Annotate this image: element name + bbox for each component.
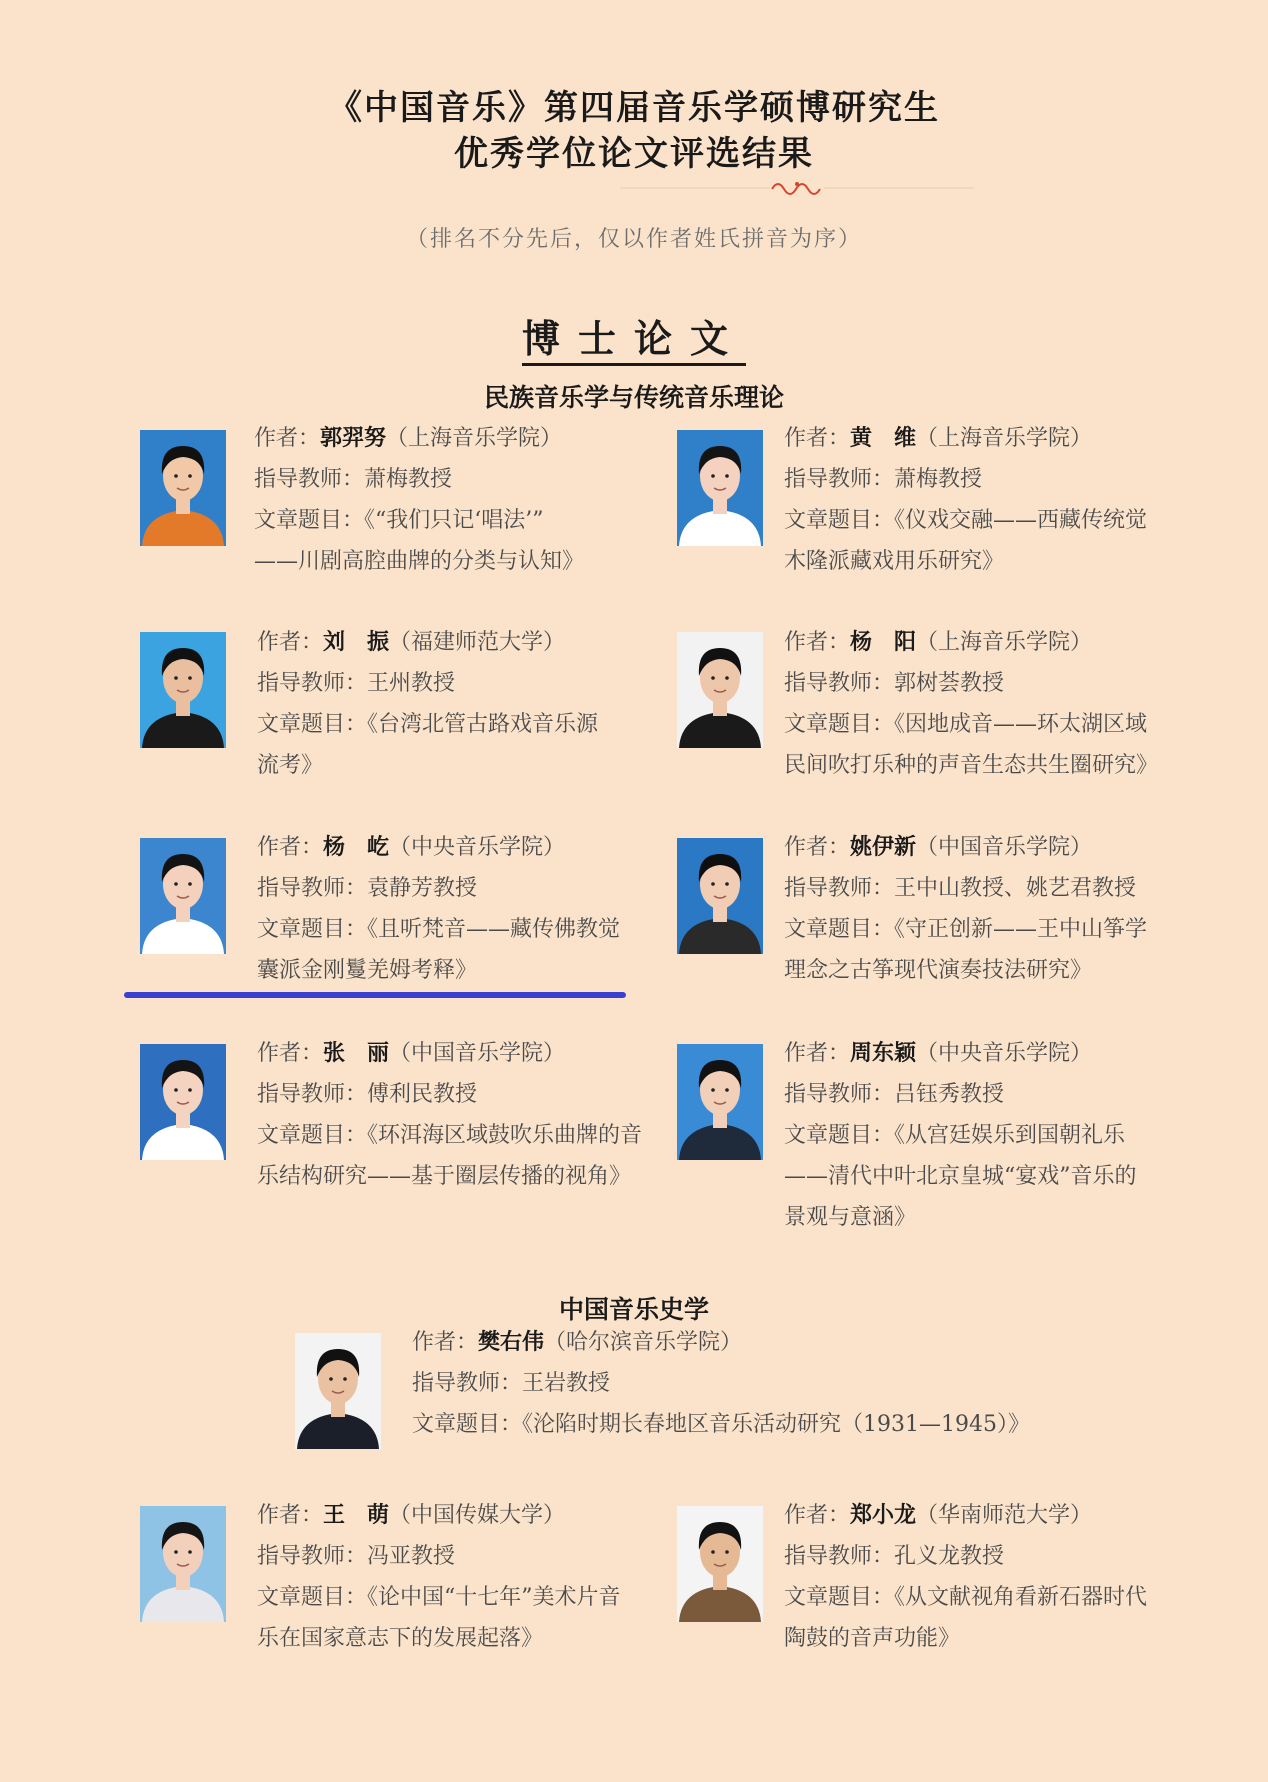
- author-photo-fan: [295, 1333, 381, 1449]
- advisor-label: 指导教师：: [257, 1544, 368, 1569]
- paper-title: 《仪戏交融——西藏传统觉: [894, 508, 1148, 533]
- page-title-line-1: 《中国音乐》第四届音乐学硕博研究生: [328, 88, 940, 128]
- paper-label: 文章题目：: [412, 1412, 523, 1437]
- author-photo-wang: [140, 1506, 226, 1622]
- author-photo-guo: [140, 430, 226, 546]
- paper-title: 《环洱海区域鼓吹乐曲牌的音: [367, 1123, 643, 1148]
- author-school: （哈尔滨音乐学院）: [544, 1330, 743, 1355]
- advisor-label: 指导教师：: [784, 876, 895, 901]
- paper-title-cont: 理念之古筝现代演奏技法研究》: [784, 958, 1093, 983]
- paper-label: 文章题目：: [257, 712, 368, 737]
- highlight-underline: [124, 992, 626, 998]
- author-name: 姚伊新: [850, 835, 917, 860]
- paper-label: 文章题目：: [257, 1585, 368, 1610]
- author-name: 黄 维: [850, 426, 917, 451]
- entry-zhang: [257, 1033, 642, 1197]
- advisor-label: 指导教师：: [412, 1371, 523, 1396]
- paper-title: 《台湾北管古路戏音乐源: [367, 712, 599, 737]
- paper-label: 文章题目：: [254, 508, 365, 533]
- author-name: 樊右伟: [478, 1330, 545, 1355]
- author-label: 作者：: [784, 1503, 851, 1528]
- advisor-label: 指导教师：: [257, 671, 368, 696]
- advisor-label: 指导教师：: [784, 671, 895, 696]
- author-photo-zheng: [677, 1506, 763, 1622]
- section-title: 博士论文: [0, 308, 1268, 363]
- author-school: （中国传媒大学）: [389, 1503, 566, 1528]
- author-label: 作者：: [412, 1330, 479, 1355]
- advisor-name: 冯亚教授: [367, 1544, 456, 1569]
- author-label: 作者：: [257, 630, 324, 655]
- author-school: （中国音乐学院）: [916, 835, 1093, 860]
- paper-label: 文章题目：: [257, 1123, 368, 1148]
- advisor-name: 萧梅教授: [364, 467, 453, 492]
- entry-huang: [784, 418, 1147, 582]
- author-label: 作者：: [784, 1041, 851, 1066]
- author-school: （上海音乐学院）: [386, 426, 563, 451]
- author-label: 作者：: [784, 835, 851, 860]
- author-label: 作者：: [257, 1041, 324, 1066]
- paper-label: 文章题目：: [784, 1585, 895, 1610]
- paper-title: 《从文献视角看新石器时代: [894, 1585, 1148, 1610]
- entry-yang-yi: [257, 827, 620, 991]
- advisor-label: 指导教师：: [784, 467, 895, 492]
- author-school: （中国音乐学院）: [389, 1041, 566, 1066]
- author-photo-yang-yi: [140, 838, 226, 954]
- advisor-name: 王岩教授: [522, 1371, 611, 1396]
- author-label: 作者：: [784, 426, 851, 451]
- author-name: 杨 阳: [850, 630, 917, 655]
- page-title-line-2: 优秀学位论文评选结果: [454, 134, 814, 174]
- author-photo-liu: [140, 632, 226, 748]
- author-school: （中央音乐学院）: [916, 1041, 1093, 1066]
- author-label: 作者：: [254, 426, 321, 451]
- author-name: 王 萌: [323, 1503, 390, 1528]
- advisor-name: 傅利民教授: [367, 1082, 478, 1107]
- paper-label: 文章题目：: [784, 1123, 895, 1148]
- entry-zheng: [784, 1495, 1147, 1659]
- ranking-note: （排名不分先后，仅以作者姓氏拼音为序）: [405, 227, 862, 252]
- advisor-name: 王中山教授、姚艺君教授: [894, 876, 1137, 901]
- advisor-label: 指导教师：: [257, 1082, 368, 1107]
- entry-zhou: [784, 1033, 1137, 1238]
- paper-title-cont: 木隆派藏戏用乐研究》: [784, 549, 1005, 574]
- category-heading-history: 中国音乐史学: [558, 1295, 709, 1324]
- author-photo-yang-yang: [677, 632, 763, 748]
- author-name: 郭羿努: [320, 426, 387, 451]
- advisor-name: 袁静芳教授: [367, 876, 478, 901]
- paper-title-cont-2: 景观与意涵》: [784, 1205, 917, 1230]
- author-photo-zhou: [677, 1044, 763, 1160]
- paper-title-cont: 乐在国家意志下的发展起落》: [257, 1626, 544, 1651]
- paper-title: 《沦陷时期长春地区音乐活动研究（1931—1945）》: [522, 1412, 1030, 1437]
- category-heading-ethnomusicology: 民族音乐学与传统音乐理论: [483, 383, 784, 412]
- author-school: （上海音乐学院）: [916, 630, 1093, 655]
- author-name: 周东颖: [850, 1041, 917, 1066]
- author-name: 张 丽: [323, 1041, 390, 1066]
- advisor-label: 指导教师：: [784, 1082, 895, 1107]
- paper-title: 《论中国“十七年”美术片音: [367, 1585, 621, 1610]
- entry-wang: [257, 1495, 621, 1659]
- paper-label: 文章题目：: [784, 508, 895, 533]
- entry-liu: [257, 622, 598, 786]
- paper-title: 《且听梵音——藏传佛教觉: [367, 917, 621, 942]
- author-label: 作者：: [257, 1503, 324, 1528]
- author-school: （华南师范大学）: [916, 1503, 1093, 1528]
- paper-title: 《从宫廷娱乐到国朝礼乐: [894, 1123, 1126, 1148]
- author-label: 作者：: [257, 835, 324, 860]
- paper-title: 《“我们只记‘唱法’”: [364, 508, 544, 533]
- advisor-label: 指导教师：: [254, 467, 365, 492]
- entry-guo: [254, 418, 584, 582]
- paper-title: 《因地成音——环太湖区域: [894, 712, 1148, 737]
- advisor-name: 郭树荟教授: [894, 671, 1005, 696]
- author-label: 作者：: [784, 630, 851, 655]
- paper-title-cont: 囊派金刚鬘羌姆考释》: [257, 958, 478, 983]
- advisor-label: 指导教师：: [784, 1544, 895, 1569]
- author-photo-huang: [677, 430, 763, 546]
- entry-yao: [784, 827, 1147, 991]
- advisor-name: 王州教授: [367, 671, 456, 696]
- advisor-name: 萧梅教授: [894, 467, 983, 492]
- author-school: （上海音乐学院）: [916, 426, 1093, 451]
- paper-title-cont: ——川剧高腔曲牌的分类与认知》: [254, 549, 585, 574]
- paper-title-cont: 乐结构研究——基于圈层传播的视角》: [257, 1164, 632, 1189]
- paper-title-cont: 流考》: [257, 753, 324, 778]
- author-name: 杨 屹: [323, 835, 390, 860]
- author-photo-zhang: [140, 1044, 226, 1160]
- author-school: （中央音乐学院）: [389, 835, 566, 860]
- author-photo-yao: [677, 838, 763, 954]
- advisor-name: 吕钰秀教授: [894, 1082, 1005, 1107]
- paper-title-cont: ——清代中叶北京皇城“宴戏”音乐的: [784, 1164, 1137, 1189]
- paper-label: 文章题目：: [257, 917, 368, 942]
- author-name: 刘 振: [323, 630, 390, 655]
- paper-label: 文章题目：: [784, 712, 895, 737]
- entry-fan: [412, 1322, 1030, 1445]
- entry-yang-yang: [784, 622, 1158, 786]
- paper-title: 《守正创新——王中山筝学: [894, 917, 1148, 942]
- decorative-divider: [620, 176, 974, 200]
- author-school: （福建师范大学）: [389, 630, 566, 655]
- advisor-label: 指导教师：: [257, 876, 368, 901]
- advisor-name: 孔义龙教授: [894, 1544, 1005, 1569]
- author-name: 郑小龙: [850, 1503, 917, 1528]
- paper-label: 文章题目：: [784, 917, 895, 942]
- paper-title-cont: 民间吹打乐种的声音生态共生圈研究》: [784, 753, 1159, 778]
- paper-title-cont: 陶鼓的音声功能》: [784, 1626, 961, 1651]
